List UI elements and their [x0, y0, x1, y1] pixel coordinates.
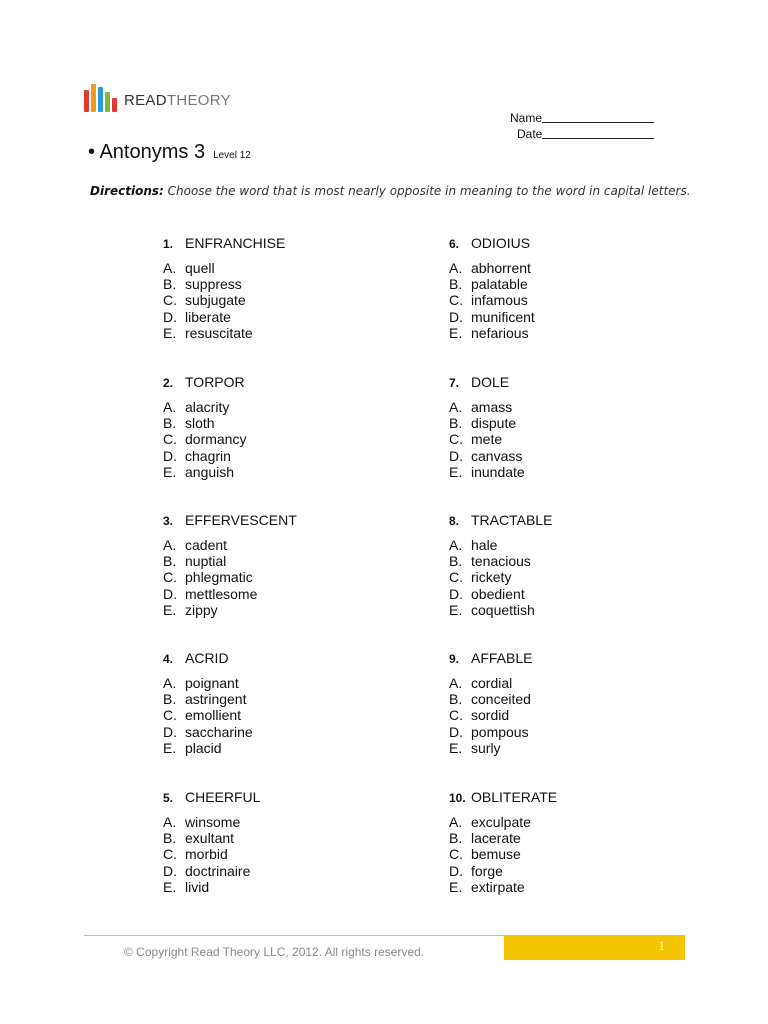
- answer-option: [449, 309, 689, 325]
- readtheory-logo: [84, 82, 231, 112]
- option-text: dispute: [471, 415, 517, 432]
- question-item: [163, 374, 403, 480]
- option-letter: D.: [163, 308, 177, 325]
- answer-option: [163, 740, 403, 756]
- option-letter: A.: [449, 675, 463, 691]
- answer-option: [449, 448, 689, 464]
- answer-option: [163, 292, 403, 308]
- option-list: [449, 399, 689, 480]
- option-text: placid: [185, 739, 222, 756]
- option-letter: D.: [449, 447, 463, 464]
- option-text: livid: [185, 878, 210, 895]
- option-letter: C.: [449, 569, 463, 586]
- logo-wordmark: [124, 93, 231, 112]
- option-letter: D.: [449, 723, 463, 740]
- option-letter: A.: [163, 399, 177, 415]
- copyright-text: © Copyright Read Theory LLC, 2012. All rights reserved.: [124, 945, 425, 959]
- option-letter: A.: [449, 260, 463, 276]
- option-text: nefarious: [471, 324, 529, 341]
- option-text: saccharine: [185, 723, 253, 740]
- question-word: AFFABLE: [471, 650, 533, 666]
- answer-option: [163, 846, 403, 862]
- option-text: lacerate: [471, 830, 521, 847]
- answer-option: [449, 586, 689, 602]
- directions-text: Choose the word that is most nearly opposite in meaning to the word in capital letters.: [163, 184, 691, 198]
- option-text: liberate: [185, 308, 231, 325]
- answer-option: [163, 830, 403, 846]
- option-letter: B.: [449, 691, 463, 708]
- option-text: phlegmatic: [185, 569, 253, 586]
- option-letter: D.: [449, 862, 463, 879]
- option-text: anguish: [185, 463, 235, 480]
- option-text: coquettish: [471, 601, 535, 618]
- option-letter: D.: [163, 862, 177, 879]
- question-header: [449, 512, 689, 529]
- option-letter: A.: [163, 537, 177, 553]
- answer-option: [449, 863, 689, 879]
- question-number: 10.: [449, 791, 466, 805]
- book-icon: [91, 84, 96, 112]
- option-letter: C.: [449, 292, 463, 309]
- answer-option: [163, 879, 403, 895]
- answer-option: [163, 586, 403, 602]
- answer-option: [163, 724, 403, 740]
- answer-option: [163, 553, 403, 569]
- answer-option: [163, 602, 403, 618]
- answer-option: [449, 537, 689, 553]
- answer-option: [449, 431, 689, 447]
- option-letter: A.: [163, 814, 177, 830]
- option-list: [449, 537, 689, 618]
- question-word: EFFERVESCENT: [185, 512, 297, 528]
- question-number: 9.: [449, 652, 460, 666]
- question-number: 8.: [449, 514, 460, 528]
- option-text: subjugate: [185, 292, 246, 309]
- logo-theory: THEORY: [166, 92, 231, 109]
- answer-option: [449, 569, 689, 585]
- option-letter: E.: [449, 324, 463, 341]
- worksheet-title: • Antonyms 3: [88, 141, 206, 163]
- answer-option: [163, 448, 403, 464]
- option-letter: E.: [449, 601, 463, 618]
- option-letter: B.: [163, 691, 177, 708]
- answer-option: [163, 309, 403, 325]
- option-text: conceited: [471, 691, 531, 708]
- question-number: 2.: [163, 376, 174, 390]
- option-text: forge: [471, 862, 503, 879]
- option-letter: B.: [449, 553, 463, 570]
- answer-option: [449, 879, 689, 895]
- option-text: cadent: [185, 537, 228, 553]
- option-letter: C.: [163, 292, 177, 309]
- option-text: surly: [471, 739, 501, 756]
- page-title: [88, 141, 251, 164]
- option-letter: B.: [449, 276, 463, 293]
- question-item: [163, 650, 403, 756]
- question-item: [163, 789, 403, 895]
- option-text: exculpate: [471, 814, 531, 830]
- option-letter: D.: [163, 585, 177, 602]
- option-letter: B.: [163, 276, 177, 293]
- option-letter: D.: [163, 447, 177, 464]
- book-icon: [105, 92, 110, 112]
- question-number: 5.: [163, 791, 174, 805]
- question-item: [449, 374, 689, 480]
- option-text: obedient: [471, 585, 525, 602]
- answer-option: [449, 830, 689, 846]
- book-icon: [84, 90, 89, 112]
- option-letter: A.: [449, 537, 463, 553]
- option-letter: E.: [163, 324, 177, 341]
- option-letter: E.: [163, 878, 177, 895]
- answer-option: [449, 724, 689, 740]
- question-item: [449, 789, 689, 895]
- answer-option: [449, 675, 689, 691]
- answer-option: [163, 863, 403, 879]
- option-text: canvass: [471, 447, 523, 464]
- option-text: suppress: [185, 276, 242, 293]
- option-text: alacrity: [185, 399, 230, 415]
- question-word: DOLE: [471, 374, 510, 390]
- option-text: bemuse: [471, 846, 521, 863]
- option-text: infamous: [471, 292, 528, 309]
- option-letter: E.: [163, 739, 177, 756]
- option-text: sordid: [471, 707, 510, 724]
- answer-option: [163, 431, 403, 447]
- answer-option: [449, 814, 689, 830]
- option-letter: E.: [449, 739, 463, 756]
- answer-option: [449, 399, 689, 415]
- option-letter: D.: [163, 723, 177, 740]
- answer-option: [163, 325, 403, 341]
- option-text: hale: [471, 537, 498, 553]
- answer-option: [449, 846, 689, 862]
- option-text: exultant: [185, 830, 235, 847]
- option-list: [163, 399, 403, 480]
- question-item: [163, 235, 403, 341]
- option-letter: B.: [163, 415, 177, 432]
- option-text: nuptial: [185, 553, 227, 570]
- option-text: pompous: [471, 723, 529, 740]
- option-text: amass: [471, 399, 513, 415]
- option-letter: C.: [163, 569, 177, 586]
- question-word: CHEERFUL: [185, 789, 261, 805]
- level-label: Level 12: [213, 150, 251, 161]
- date-label: Date: [517, 127, 543, 141]
- question-number: 1.: [163, 237, 174, 251]
- option-text: inundate: [471, 463, 525, 480]
- question-word: OBLITERATE: [471, 789, 558, 805]
- option-list: [163, 675, 403, 756]
- books-logo-icon: [84, 84, 117, 112]
- option-text: dormancy: [185, 431, 247, 448]
- option-text: quell: [185, 260, 215, 276]
- option-text: rickety: [471, 569, 512, 586]
- logo-read: READ: [124, 92, 167, 109]
- question-header: [449, 374, 689, 391]
- option-text: emollient: [185, 707, 242, 724]
- option-letter: C.: [449, 846, 463, 863]
- answer-option: [449, 553, 689, 569]
- name-date-block: [500, 110, 654, 142]
- answer-option: [449, 292, 689, 308]
- question-number: 4.: [163, 652, 174, 666]
- option-letter: C.: [449, 707, 463, 724]
- question-header: [163, 650, 403, 667]
- date-line: [542, 126, 654, 139]
- directions-label: Directions:: [90, 184, 164, 198]
- question-number: 3.: [163, 514, 174, 528]
- option-letter: C.: [163, 846, 177, 863]
- option-list: [163, 814, 403, 895]
- answer-option: [163, 691, 403, 707]
- option-letter: E.: [449, 463, 463, 480]
- answer-option: [449, 602, 689, 618]
- question-word: ODIOIUS: [471, 235, 531, 251]
- answer-option: [163, 415, 403, 431]
- option-text: chagrin: [185, 447, 231, 464]
- option-letter: A.: [449, 814, 463, 830]
- answer-option: [163, 707, 403, 723]
- answer-option: [163, 399, 403, 415]
- option-list: [163, 537, 403, 618]
- question-number: 6.: [449, 237, 460, 251]
- question-item: [449, 235, 689, 341]
- directions: [90, 184, 691, 198]
- question-word: ACRID: [185, 650, 229, 666]
- answer-option: [449, 464, 689, 480]
- option-text: resuscitate: [185, 324, 253, 341]
- question-word: TRACTABLE: [471, 512, 553, 528]
- answer-option: [449, 260, 689, 276]
- question-header: [163, 789, 403, 806]
- option-letter: A.: [449, 399, 463, 415]
- book-icon: [112, 98, 117, 112]
- option-letter: D.: [449, 585, 463, 602]
- option-letter: B.: [449, 415, 463, 432]
- option-letter: A.: [163, 260, 177, 276]
- answer-option: [449, 415, 689, 431]
- option-text: morbid: [185, 846, 228, 863]
- option-text: sloth: [185, 415, 215, 432]
- question-header: [449, 789, 689, 806]
- option-text: mete: [471, 431, 503, 448]
- option-text: extirpate: [471, 878, 525, 895]
- question-item: [163, 512, 403, 618]
- option-letter: B.: [449, 830, 463, 847]
- question-word: ENFRANCHISE: [185, 235, 286, 251]
- question-header: [449, 235, 689, 252]
- option-letter: D.: [449, 308, 463, 325]
- answer-option: [163, 464, 403, 480]
- option-letter: B.: [163, 830, 177, 847]
- answer-option: [449, 691, 689, 707]
- option-text: astringent: [185, 691, 247, 708]
- option-letter: E.: [163, 463, 177, 480]
- option-letter: A.: [163, 675, 177, 691]
- option-letter: E.: [449, 878, 463, 895]
- option-text: zippy: [185, 601, 218, 618]
- option-letter: E.: [163, 601, 177, 618]
- name-line: [542, 110, 654, 123]
- question-header: [163, 374, 403, 391]
- name-label: Name: [510, 111, 543, 125]
- option-letter: C.: [449, 431, 463, 448]
- option-text: cordial: [471, 675, 513, 691]
- answer-option: [163, 537, 403, 553]
- option-text: winsome: [185, 814, 241, 830]
- option-list: [449, 814, 689, 895]
- page-number: 1: [658, 938, 665, 953]
- question-header: [449, 650, 689, 667]
- question-header: [163, 512, 403, 529]
- option-text: munificent: [471, 308, 535, 325]
- answer-option: [163, 814, 403, 830]
- page-number-box: [504, 936, 685, 960]
- question-header: [163, 235, 403, 252]
- option-text: abhorrent: [471, 260, 531, 276]
- answer-option: [449, 276, 689, 292]
- answer-option: [449, 325, 689, 341]
- option-list: [163, 260, 403, 341]
- answer-option: [163, 276, 403, 292]
- option-letter: B.: [163, 553, 177, 570]
- answer-option: [449, 707, 689, 723]
- option-list: [449, 260, 689, 341]
- question-item: [449, 512, 689, 618]
- answer-option: [163, 260, 403, 276]
- option-text: palatable: [471, 276, 528, 293]
- option-text: doctrinaire: [185, 862, 251, 879]
- question-item: [449, 650, 689, 756]
- footer: [84, 935, 685, 961]
- option-list: [449, 675, 689, 756]
- answer-option: [163, 569, 403, 585]
- question-number: 7.: [449, 376, 460, 390]
- answer-option: [449, 740, 689, 756]
- question-word: TORPOR: [185, 374, 245, 390]
- option-letter: C.: [163, 707, 177, 724]
- option-text: poignant: [185, 675, 239, 691]
- option-letter: C.: [163, 431, 177, 448]
- book-icon: [98, 87, 103, 112]
- option-text: mettlesome: [185, 585, 258, 602]
- answer-option: [163, 675, 403, 691]
- option-text: tenacious: [471, 553, 531, 570]
